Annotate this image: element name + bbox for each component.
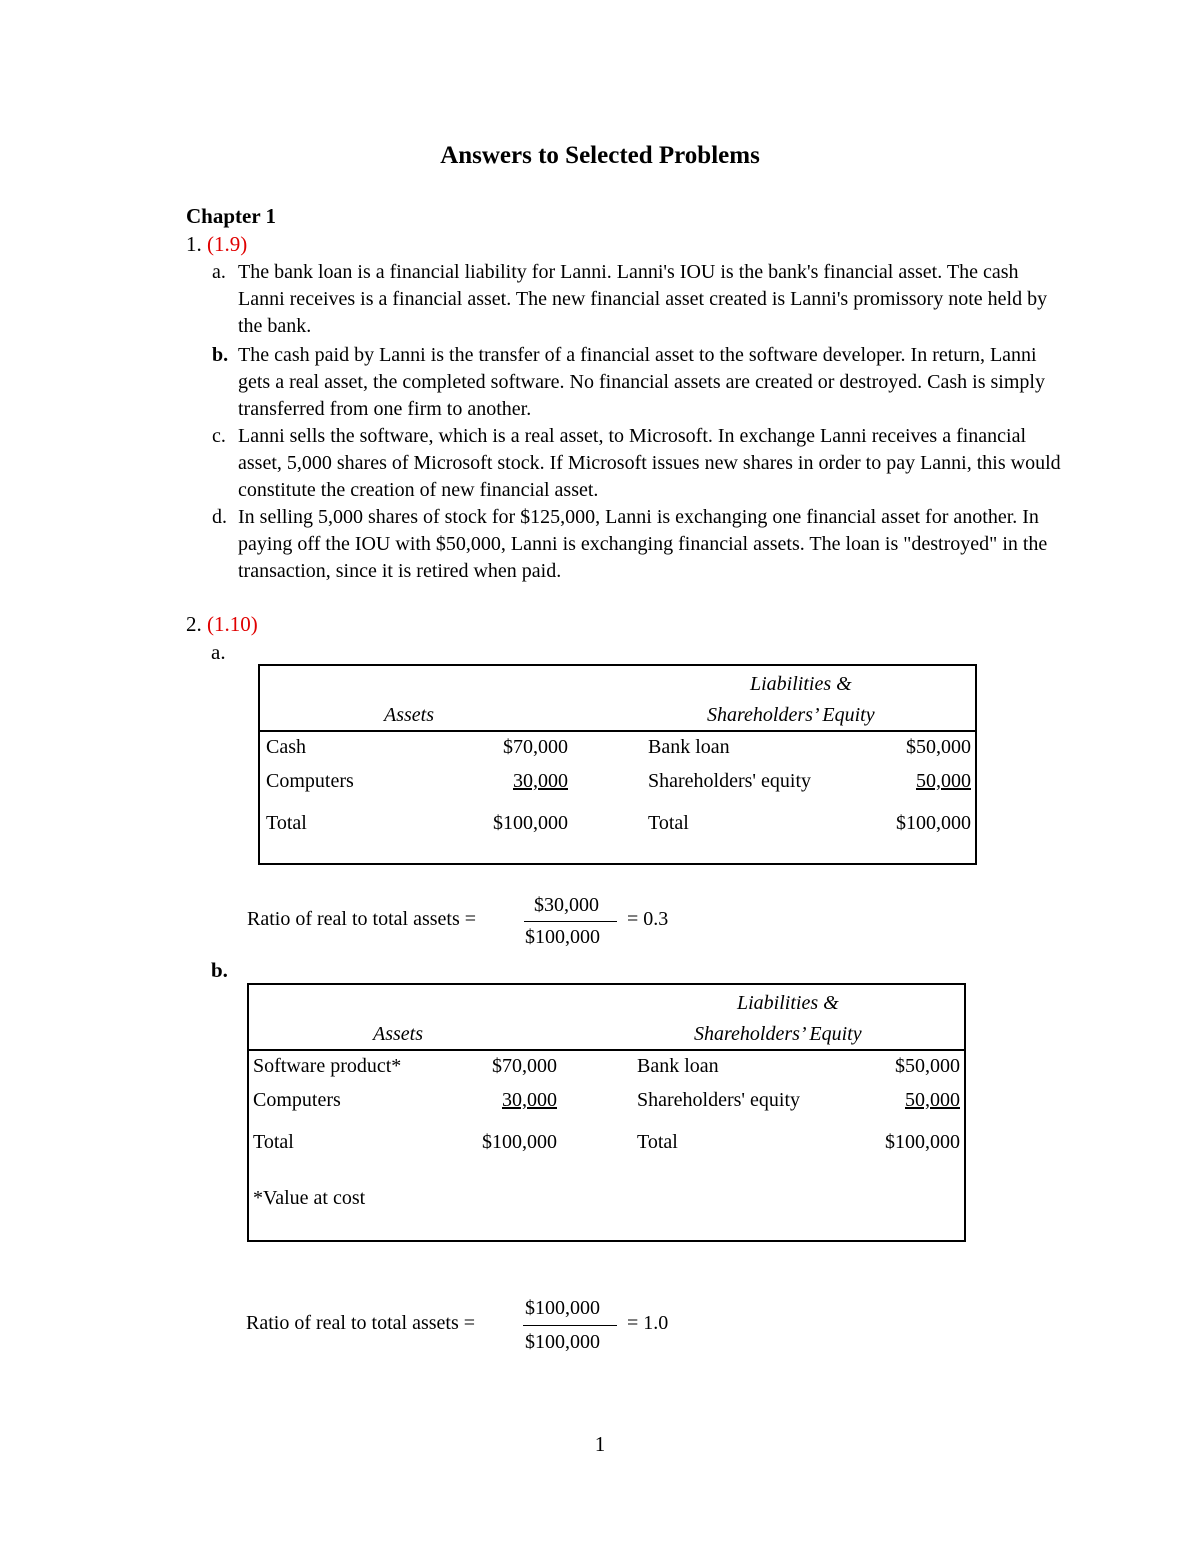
ratio-equals: = [464, 908, 477, 930]
header-divider [249, 1049, 964, 1051]
item-label: d. [212, 506, 227, 528]
ratio-b-result: = 1.0 [627, 1312, 669, 1334]
problem-number: 2. [186, 612, 202, 636]
asset-total-value: $100,000 [493, 812, 568, 834]
liability-value: 50,000 [916, 770, 971, 792]
ratio-b-numerator: $100,000 [525, 1297, 600, 1319]
liability-total-value: $100,000 [896, 812, 971, 834]
liability-total-label: Total [637, 1131, 678, 1153]
ratio-label-text: Ratio of real to total assets [247, 908, 460, 930]
part-a-label: a. [211, 640, 226, 664]
liability-value: $50,000 [895, 1055, 960, 1077]
ratio-b-fraction-bar [523, 1325, 617, 1326]
asset-total-value: $100,000 [482, 1131, 557, 1153]
item-text: The bank loan is a financial liability for Lanni. Lanni's IOU is the bank's financial asset. The cash Lanni receives is a financial asset. The new financial asset created is Lanni's promissory note held by the bank. [238, 261, 1048, 337]
balance-sheet-a [258, 664, 977, 865]
problem-1-heading [186, 232, 247, 257]
header-liabilities: Liabilities & [737, 992, 839, 1014]
answer-item-b [212, 342, 1045, 420]
ratio-a-fraction-bar [524, 921, 617, 922]
part-b-label: b. [211, 958, 228, 982]
asset-total-label: Total [266, 812, 307, 834]
ratio-a-label [247, 908, 476, 931]
asset-name: Computers [266, 770, 354, 792]
item-text: The cash paid by Lanni is the transfer of a financial asset to the software developer. In return, Lanni gets a real asset, the completed software. No financial assets are created or destroyed. Cash is simply transferred from one firm to another. [238, 344, 1045, 420]
answer-item-a [212, 259, 1048, 337]
answer-item-d [212, 504, 1048, 582]
liability-name: Shareholders' equity [637, 1089, 801, 1111]
page-title: Answers to Selected Problems [440, 142, 760, 169]
liability-name: Shareholders' equity [648, 770, 812, 792]
ratio-b-label [246, 1312, 475, 1335]
asset-value: $70,000 [492, 1055, 557, 1077]
asset-value: $70,000 [503, 736, 568, 758]
ratio-label-text: Ratio of real to total assets [246, 1312, 459, 1334]
asset-name: Cash [266, 736, 306, 758]
item-text: In selling 5,000 shares of stock for $125,000, Lanni is exchanging one financial asset for another. In paying off the IOU with $50,000, Lanni is exchanging financial assets. The loan is "destroyed" in the transaction, since it is retired when paid. [238, 506, 1048, 582]
problem-reference: (1.9) [207, 232, 248, 256]
ratio-b-denominator: $100,000 [525, 1331, 600, 1353]
problem-number: 1. [186, 232, 202, 256]
header-assets: Assets [384, 704, 434, 726]
page-number: 1 [594, 1432, 606, 1456]
ratio-a-denominator: $100,000 [525, 926, 600, 948]
liability-name: Bank loan [648, 736, 730, 758]
liability-total-value: $100,000 [885, 1131, 960, 1153]
asset-value: 30,000 [513, 770, 568, 792]
liability-name: Bank loan [637, 1055, 719, 1077]
problem-reference: (1.10) [207, 612, 258, 636]
header-assets: Assets [373, 1023, 423, 1045]
item-label: c. [212, 425, 226, 447]
header-divider [260, 730, 975, 732]
liability-value: 50,000 [905, 1089, 960, 1111]
ratio-a-result: = 0.3 [627, 908, 669, 930]
footnote: *Value at cost [253, 1187, 366, 1209]
ratio-equals: = [463, 1312, 476, 1334]
item-label: b. [212, 344, 229, 366]
ratio-a-numerator: $30,000 [534, 894, 599, 916]
problem-2-heading [186, 612, 258, 637]
answer-item-c [212, 423, 1061, 501]
asset-name: Software product* [253, 1055, 402, 1077]
asset-name: Computers [253, 1089, 341, 1111]
item-label: a. [212, 261, 226, 283]
header-shareholders-equity: Shareholders’ Equity [694, 1023, 862, 1045]
chapter-heading: Chapter 1 [186, 204, 277, 228]
liability-value: $50,000 [906, 736, 971, 758]
liability-total-label: Total [648, 812, 689, 834]
asset-value: 30,000 [502, 1089, 557, 1111]
asset-total-label: Total [253, 1131, 294, 1153]
balance-sheet-b [247, 983, 966, 1242]
item-text: Lanni sells the software, which is a real asset, to Microsoft. In exchange Lanni receives a financial asset, 5,000 shares of Microsoft stock. If Microsoft issues new shares in order to pay Lanni, this would constitute the creation of new financial asset. [238, 425, 1061, 501]
header-shareholders-equity: Shareholders’ Equity [707, 704, 875, 726]
header-liabilities: Liabilities & [750, 673, 852, 695]
